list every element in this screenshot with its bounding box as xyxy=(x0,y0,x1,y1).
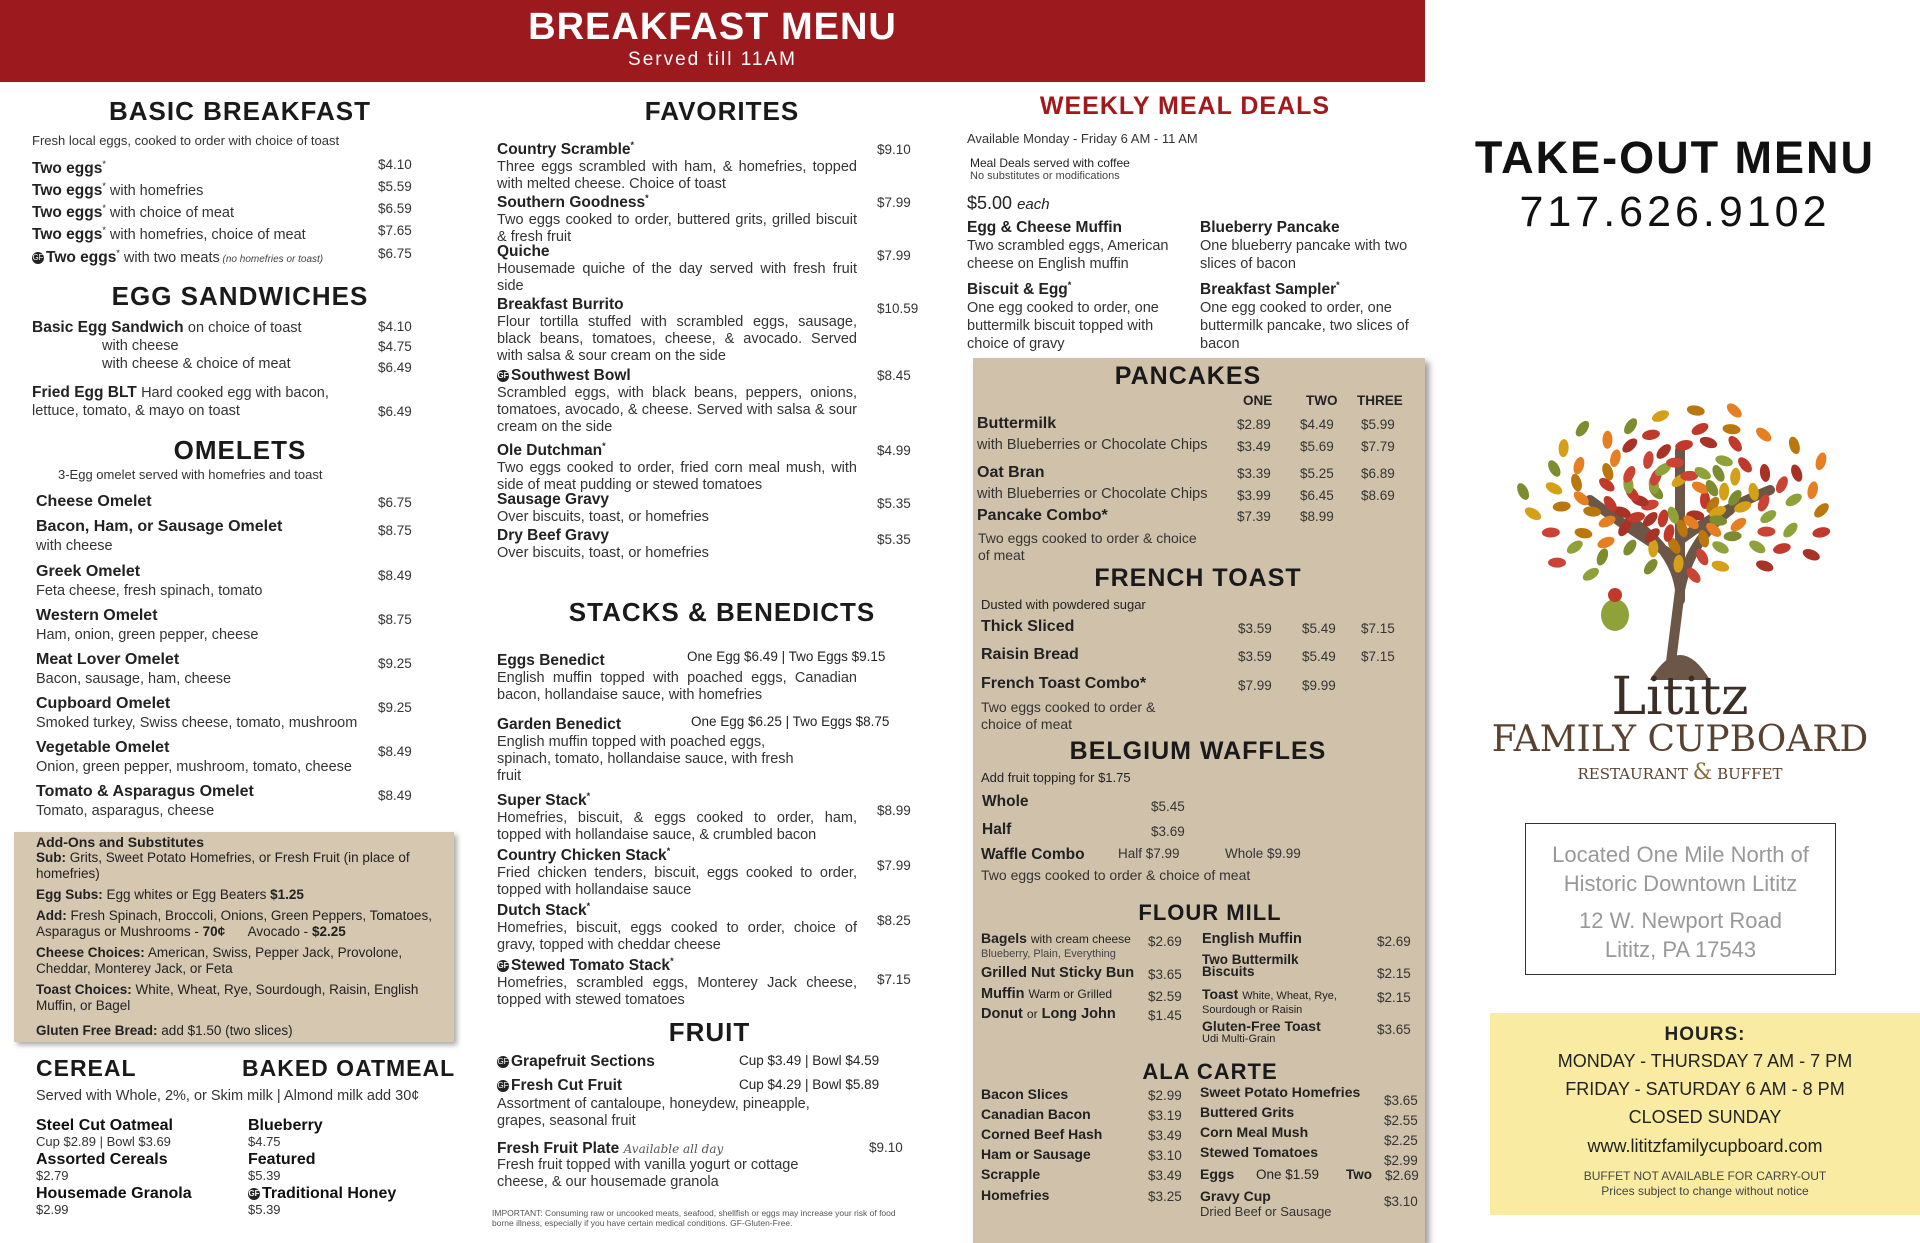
basic-breakfast-item: Two eggs* with homefries, choice of meat xyxy=(32,225,306,244)
price: $5.99 xyxy=(1361,417,1395,432)
price: $6.75 xyxy=(378,495,412,510)
price: $8.75 xyxy=(378,523,412,538)
price: $7.99 xyxy=(877,858,911,873)
leaf-icon xyxy=(1544,480,1565,497)
website-link[interactable]: www.lititzfamilycupboard.com xyxy=(1587,1136,1823,1156)
restaurant-logo xyxy=(1480,390,1880,790)
omelet-desc: Feta cheese, fresh spinach, tomato xyxy=(36,583,263,599)
leaf-icon xyxy=(1571,456,1586,476)
leaf-icon xyxy=(1690,421,1711,438)
ala-carte-title: ALA CARTE xyxy=(1142,1059,1278,1084)
col-two: TWO xyxy=(1306,393,1338,408)
favorite-item: GF Southwest Bowl Scrambled eggs, with black beans, peppers, onions, tomatoes, avocado, & cheese. Served with salsa & sour cream on the side xyxy=(497,367,857,435)
leaf-icon xyxy=(1754,425,1774,444)
price: $6.89 xyxy=(1361,466,1395,481)
eggs-benedict-price: One Egg $6.49 | Two Eggs $9.15 xyxy=(687,649,886,664)
leaf-icon xyxy=(1747,538,1768,556)
price: $2.69 xyxy=(1385,1168,1419,1183)
price: $3.69 xyxy=(1151,824,1185,839)
eggs-benedict: Eggs Benedict English muffin topped with poached eggs, Canadian bacon, hollandaise sauce, with homefries xyxy=(497,652,857,703)
leaf-icon xyxy=(1783,491,1804,509)
omelet-desc: Tomato, asparagus, cheese xyxy=(36,803,215,819)
address-street: 12 W. Newport Road xyxy=(1579,908,1782,933)
leaf-icon xyxy=(1801,547,1821,563)
baked-oatmeal-title: BAKED OATMEAL xyxy=(242,1055,456,1081)
leaf-icon xyxy=(1621,537,1640,557)
waffle-half: Half xyxy=(982,821,1012,838)
leaf-icon xyxy=(1641,428,1660,441)
leaf-icon xyxy=(1581,565,1602,583)
addons-toast: Toast Choices: White, Wheat, Rye, Sourdough, Raisin, English Muffin, or Bagel xyxy=(36,982,419,1013)
french-toast-row: Raisin Bread xyxy=(981,646,1079,663)
hours-box xyxy=(1490,1013,1920,1215)
omelets-title: OMELETS xyxy=(173,435,307,465)
favorite-item: Breakfast Burrito Flour tortilla stuffed with scrambled eggs, sausage, black beans, tomatoes, cheese, & avocado. Served with salsa & sour cream on the side xyxy=(497,296,857,364)
price: $8.99 xyxy=(877,803,911,818)
price: $6.45 xyxy=(1300,488,1334,503)
waffle-combo-desc: Two eggs cooked to order & choice of meat xyxy=(981,867,1251,883)
garden-benedict-price: One Egg $6.25 | Two Eggs $8.75 xyxy=(691,714,890,729)
blt-desc: lettuce, tomato, & mayo on toast xyxy=(32,403,240,419)
french-toast-row: French Toast Combo* xyxy=(981,675,1147,692)
stack-item: Super Stack* Homefries, biscuit, & eggs cooked to order, ham, topped with hollandaise sauce, & crumbled bacon xyxy=(497,791,857,844)
favorite-item: Country Scramble* Three eggs scrambled with ham, & homefries, topped with melted cheese. Choice of toast xyxy=(497,140,857,193)
leaf-icon xyxy=(1596,534,1616,550)
oatmeal-list xyxy=(248,1118,396,1218)
location-box xyxy=(1525,823,1836,975)
french-toast-note: Dusted with powdered sugar xyxy=(981,597,1146,612)
leaf-icon xyxy=(1650,408,1670,424)
price: $2.55 xyxy=(1384,1113,1418,1128)
col-one: ONE xyxy=(1243,393,1273,408)
carryout-note: BUFFET NOT AVAILABLE FOR CARRY-OUT xyxy=(1583,1169,1827,1183)
waffles-note: Add fruit topping for $1.75 xyxy=(981,770,1131,785)
ala-carte-item: Corned Beef Hash xyxy=(981,1126,1103,1142)
cereal-title: CEREAL xyxy=(36,1055,137,1081)
price: $9.99 xyxy=(1302,678,1336,693)
ala-eggs: Eggs xyxy=(1200,1166,1235,1182)
price: $3.49 xyxy=(1237,439,1271,454)
honey-price: $5.39 xyxy=(248,1202,281,1217)
price: $7.65 xyxy=(378,223,412,238)
pancake-row: Buttermilk xyxy=(977,415,1057,432)
leaf-icon xyxy=(1814,451,1829,471)
price: $3.25 xyxy=(1148,1189,1182,1204)
flour-mill-title: FLOUR MILL xyxy=(1138,900,1282,925)
addons-content xyxy=(36,834,436,1039)
flour-toast: Toast White, Wheat, Rye, Sourdough or Raisin xyxy=(1202,986,1337,1016)
menu-title: BREAKFAST MENU xyxy=(528,6,897,48)
leaf-icon xyxy=(1719,482,1730,500)
leaf-icon xyxy=(1812,500,1832,520)
deal-item: Biscuit & Egg* One egg cooked to order, one buttermilk biscuit topped with choice of gravy xyxy=(967,280,1159,353)
price: $9.10 xyxy=(877,142,911,157)
stack-item: GF Stewed Tomato Stack* Homefries, scrambled eggs, Monterey Jack cheese, topped with stewed tomatoes xyxy=(497,956,857,1009)
fresh-cut-fruit: GF Fresh Cut Fruit xyxy=(497,1077,623,1094)
menu-subtitle: Served till 11AM xyxy=(628,49,797,70)
omelet-desc: with cheese xyxy=(36,538,113,554)
flour-biscuits: Two Buttermilk Biscuits xyxy=(1202,952,1299,979)
favorite-item: Southern Goodness* Two eggs cooked to order, buttered grits, grilled biscuit & fresh fruit xyxy=(497,193,857,246)
fried-egg-blt: Fried Egg BLT Hard cooked egg with bacon, xyxy=(32,384,329,401)
leaf-icon xyxy=(1542,527,1560,538)
price: $8.25 xyxy=(877,913,911,928)
gluten-free-icon: GF xyxy=(497,1080,509,1090)
granola-price: $2.99 xyxy=(36,1202,69,1217)
oatmeal-traditional-honey: GF Traditional Honey xyxy=(248,1185,397,1202)
omelet-name: Tomato & Asparagus Omelet xyxy=(36,783,254,800)
flour-english-muffin: English Muffin xyxy=(1202,931,1302,947)
omelet-desc: Ham, onion, green pepper, cheese xyxy=(36,627,259,643)
leaf-icon xyxy=(1621,464,1638,485)
addons-gluten-free: Gluten Free Bread: add $1.50 (two slices) xyxy=(36,1023,293,1038)
price: $2.25 xyxy=(1384,1133,1418,1148)
price: $2.99 xyxy=(1148,1088,1182,1103)
leaf-icon xyxy=(1565,538,1585,557)
basic-breakfast-item: GF Two eggs* with two meats (no homefries or toast) xyxy=(32,248,324,267)
pancake-row: Pancake Combo* xyxy=(977,507,1108,524)
ala-carte-item: Homefries xyxy=(981,1187,1050,1203)
price: $9.25 xyxy=(378,700,412,715)
flour-muffin: Muffin Warm or Grilled xyxy=(981,986,1113,1002)
location-line2: Historic Downtown Lititz xyxy=(1563,871,1798,896)
price: $7.15 xyxy=(1361,649,1395,664)
leaf-icon xyxy=(1573,419,1592,439)
price: $3.65 xyxy=(1377,1022,1411,1037)
price-change-note: Prices subject to change without notice xyxy=(1601,1184,1809,1198)
ala-gravy: Gravy Cup Dried Beef or Sausage xyxy=(1200,1188,1332,1219)
ala-carte-item: Stewed Tomatoes xyxy=(1200,1144,1318,1160)
leaf-icon xyxy=(1558,439,1569,458)
omelet-name: Cheese Omelet xyxy=(36,493,152,510)
favorite-item: Dry Beef Gravy Over biscuits, toast, or homefries xyxy=(497,527,709,561)
ala-carte-item: Canadian Bacon xyxy=(981,1106,1091,1122)
address-city: Lititz, PA 17543 xyxy=(1604,937,1757,962)
price: $2.69 xyxy=(1148,934,1182,949)
price: $3.10 xyxy=(1384,1194,1418,1209)
waffle-combo-whole: Whole $9.99 xyxy=(1225,846,1301,861)
basic-egg-sandwich: Basic Egg Sandwich on choice of toast xyxy=(32,319,302,336)
gluten-free-icon: GF xyxy=(497,961,509,971)
ala-carte-item: Scrapple xyxy=(981,1166,1041,1182)
leaf-icon xyxy=(1729,467,1741,486)
price: $5.49 xyxy=(1302,649,1336,664)
leaf-icon xyxy=(1666,458,1684,468)
logo-family-cupboard: FAMILY CUPBOARD xyxy=(1491,719,1869,760)
basic-breakfast-title: BASIC BREAKFAST xyxy=(108,96,371,126)
weekly-availability: Available Monday - Friday 6 AM - 11 AM xyxy=(967,131,1198,146)
hours-title: HOURS: xyxy=(1664,1024,1746,1045)
omelet-name: Bacon, Ham, or Sausage Omelet xyxy=(36,518,283,535)
favorite-item: Sausage Gravy Over biscuits, toast, or homefries xyxy=(497,491,709,525)
price: $8.69 xyxy=(1361,488,1395,503)
leaf-icon xyxy=(1594,547,1610,567)
price: $3.65 xyxy=(1148,967,1182,982)
price: $2.59 xyxy=(1148,989,1182,1004)
leaf-icon xyxy=(1755,558,1775,573)
steel-cut-oatmeal: Steel Cut Oatmeal xyxy=(36,1117,173,1134)
waffle-combo-half: Half $7.99 xyxy=(1118,846,1180,861)
tree-icon xyxy=(1480,390,1880,690)
price: $3.59 xyxy=(1238,649,1272,664)
waffle-whole: Whole xyxy=(982,793,1029,810)
ala-eggs-two: Two xyxy=(1346,1167,1372,1182)
price: $7.99 xyxy=(877,248,911,263)
price: $2.15 xyxy=(1377,990,1411,1005)
ala-carte-item: Corn Meal Mush xyxy=(1200,1124,1309,1140)
price: $10.59 xyxy=(877,301,919,316)
col-three: THREE xyxy=(1357,393,1403,408)
omelet-name: Western Omelet xyxy=(36,607,158,624)
price: $5.69 xyxy=(1300,439,1334,454)
fresh-fruit-plate: Fresh Fruit Plate Available all day xyxy=(497,1140,724,1157)
phone-number: 717.626.9102 xyxy=(1519,188,1831,236)
basic-breakfast-item: Two eggs* with choice of meat xyxy=(32,203,234,222)
price: $5.35 xyxy=(877,532,911,547)
price: $3.49 xyxy=(1148,1168,1182,1183)
french-toast-title: FRENCH TOAST xyxy=(1094,564,1302,592)
ala-carte-item: Buttered Grits xyxy=(1200,1104,1295,1120)
pancake-row: with Blueberries or Chocolate Chips xyxy=(977,437,1208,453)
leaf-icon xyxy=(1621,416,1639,437)
leaf-icon xyxy=(1773,474,1790,495)
gluten-free-icon: GF xyxy=(497,370,509,380)
price: $8.49 xyxy=(378,568,412,583)
pancake-row: Oat Bran xyxy=(977,464,1045,481)
omelet-name: Meat Lover Omelet xyxy=(36,651,180,668)
omelet-desc: Smoked turkey, Swiss cheese, tomato, mushroom xyxy=(36,715,358,731)
price: $5.35 xyxy=(877,496,911,511)
fresh-fruit-plate-desc: Fresh fruit topped with vanilla yogurt or cottage cheese, & our housemade granola xyxy=(497,1157,799,1190)
price: $5.59 xyxy=(378,179,412,194)
basic-breakfast-item: Two eggs* xyxy=(32,159,106,178)
price: $3.49 xyxy=(1148,1128,1182,1143)
hours-sunday: CLOSED SUNDAY xyxy=(1628,1107,1782,1127)
addons-sub: Sub: Grits, Sweet Potato Homefries, or Fresh Fruit (in place of homefries) xyxy=(36,850,410,881)
price: $6.59 xyxy=(378,201,412,216)
price: $3.19 xyxy=(1148,1108,1182,1123)
favorite-item: Quiche Housemade quiche of the day served with fresh fruit side xyxy=(497,243,857,294)
omelet-name: Vegetable Omelet xyxy=(36,739,170,756)
takeout-title: TAKE-OUT MENU xyxy=(1474,132,1876,183)
basic-breakfast-note: Fresh local eggs, cooked to order with choice of toast xyxy=(32,133,340,148)
hours-weekday: MONDAY - THURSDAY 7 AM - 7 PM xyxy=(1557,1051,1853,1071)
leaf-icon xyxy=(1710,463,1727,484)
addons-cheese: Cheese Choices: American, Swiss, Pepper Jack, Provolone, Cheddar, Monterey Jack, or Feta xyxy=(36,945,403,976)
deal-item: Blueberry Pancake One blueberry pancake with two slices of bacon xyxy=(1200,219,1408,272)
addons-egg-subs: Egg Subs: Egg whites or Egg Beaters $1.25 xyxy=(36,887,304,902)
ala-carte-item: Sweet Potato Homefries xyxy=(1200,1084,1361,1100)
leaf-icon xyxy=(1789,463,1805,483)
flour-sticky-bun: Grilled Nut Sticky Bun xyxy=(981,965,1135,981)
egg-sandwich-cheese-meat: with cheese & choice of meat xyxy=(102,356,291,372)
ft-combo-desc: Two eggs cooked to order & choice of meat xyxy=(981,699,1156,732)
leaf-icon xyxy=(1602,431,1612,449)
price: $3.10 xyxy=(1148,1148,1182,1163)
flour-donut: Donut or Long John xyxy=(981,1006,1116,1022)
important-notice: IMPORTANT: Consuming raw or uncooked meats, seafood, shellfish or eggs may increase your risk of food borne illness, especially if you have certain medical conditions. GF-Gluten-Free. xyxy=(492,1208,896,1228)
leaf-icon xyxy=(1787,435,1802,455)
omelet-desc: Bacon, sausage, ham, cheese xyxy=(36,671,232,687)
price: $5.25 xyxy=(1300,466,1334,481)
price: $7.15 xyxy=(1361,621,1395,636)
logo-restaurant-buffet: RESTAURANT & BUFFET xyxy=(1577,760,1783,785)
egg-sandwiches-title: EGG SANDWICHES xyxy=(111,281,369,311)
ala-eggs-one: One $1.59 xyxy=(1256,1167,1320,1182)
deal-item: Egg & Cheese Muffin Two scrambled eggs, American cheese on English muffin xyxy=(967,219,1169,272)
price: $4.49 xyxy=(1300,417,1334,432)
addons-title: Add-Ons and Substitutes xyxy=(36,834,204,850)
leaf-icon xyxy=(1523,505,1544,523)
leaf-icon xyxy=(1710,559,1730,574)
price: $4.10 xyxy=(378,157,412,172)
leaf-icon xyxy=(1686,404,1705,417)
price: $6.75 xyxy=(378,246,412,261)
price: $2.89 xyxy=(1237,417,1271,432)
leaf-icon xyxy=(1757,526,1775,536)
leaf-icon xyxy=(1608,448,1622,468)
ala-carte-item: Bacon Slices xyxy=(981,1086,1069,1102)
price: $4.99 xyxy=(877,443,911,458)
leaf-icon xyxy=(1642,450,1655,470)
weekly-deals-title: WEEKLY MEAL DEALS xyxy=(1039,92,1331,120)
leaf-icon xyxy=(1759,463,1771,482)
gluten-free-icon: GF xyxy=(248,1188,260,1198)
price: $3.65 xyxy=(1384,1093,1418,1108)
favorites-title: FAVORITES xyxy=(644,96,800,126)
pancakes-title: PANCAKES xyxy=(1114,362,1262,390)
flour-bagels: Bagels with cream cheese Blueberry, Plain, Everything xyxy=(981,930,1131,960)
assorted-cereals-price: $2.79 xyxy=(36,1168,69,1183)
egg-sandwich-with-cheese: with cheese xyxy=(102,338,179,354)
leaf-icon xyxy=(1806,480,1820,500)
grapefruit-sections: GF Grapefruit Sections xyxy=(497,1053,655,1070)
leaf-icon xyxy=(1641,557,1660,577)
leaf-icon xyxy=(1574,527,1594,540)
price: $7.15 xyxy=(877,972,911,987)
oatmeal-featured: Featured xyxy=(248,1151,316,1168)
french-toast-row: Thick Sliced xyxy=(981,618,1075,635)
leaf-icon xyxy=(1781,520,1801,540)
stacks-title: STACKS & BENEDICTS xyxy=(568,597,876,627)
leaf-icon xyxy=(1552,501,1571,513)
grapefruit-price: Cup $3.49 | Bowl $4.59 xyxy=(739,1053,880,1068)
stack-item: Country Chicken Stack* Fried chicken tenders, biscuit, eggs cooked to order, topped with hollandaise sauce xyxy=(497,846,857,899)
price: $7.79 xyxy=(1361,439,1395,454)
fresh-cut-price: Cup $4.29 | Bowl $5.89 xyxy=(739,1077,880,1092)
leaf-icon xyxy=(1812,526,1832,539)
price: $9.25 xyxy=(378,656,412,671)
waffle-combo: Waffle Combo xyxy=(981,846,1085,863)
leaf-icon xyxy=(1726,434,1745,454)
price: $6.49 xyxy=(378,360,412,375)
fresh-cut-desc: Assortment of cantaloupe, honeydew, pineapple, grapes, seasonal fruit xyxy=(497,1096,810,1129)
price: $4.75 xyxy=(378,339,412,354)
gluten-free-icon: GF xyxy=(32,253,44,263)
featured-price: $5.39 xyxy=(248,1168,281,1183)
price: $2.69 xyxy=(1377,934,1411,949)
menu-header xyxy=(0,0,1425,82)
leaf-icon xyxy=(1515,481,1532,502)
omelet-name: Cupboard Omelet xyxy=(36,695,171,712)
price: $8.45 xyxy=(877,368,911,383)
price: $6.49 xyxy=(378,404,412,419)
price: $8.99 xyxy=(1300,509,1334,524)
weekly-price: $5.00 each xyxy=(967,193,1050,213)
price: $7.99 xyxy=(1238,678,1272,693)
price: $2.15 xyxy=(1377,966,1411,981)
deal-item: Breakfast Sampler* One egg cooked to order, one buttermilk pancake, two slices of bacon xyxy=(1200,280,1409,353)
pancake-row: with Blueberries or Chocolate Chips xyxy=(977,486,1208,502)
logo-name: Lititz xyxy=(1611,667,1749,727)
blueberry-price: $4.75 xyxy=(248,1134,281,1149)
fruit-title: FRUIT xyxy=(668,1017,751,1047)
pancake-combo-desc: Two eggs cooked to order & choice of meat xyxy=(978,530,1197,563)
leaf-icon xyxy=(1772,541,1792,555)
chicken-icon xyxy=(1601,599,1629,631)
price: $4.10 xyxy=(378,319,412,334)
omelet-name: Greek Omelet xyxy=(36,563,141,580)
price: $2.99 xyxy=(1384,1153,1418,1168)
leaf-icon xyxy=(1724,401,1744,421)
hours-weekend: FRIDAY - SATURDAY 6 AM - 8 PM xyxy=(1565,1079,1845,1099)
omelet-desc: Onion, green pepper, mushroom, tomato, cheese xyxy=(36,759,352,775)
omelets-note: 3-Egg omelet served with homefries and toast xyxy=(58,467,323,482)
leaf-icon xyxy=(1698,435,1718,451)
price: $8.49 xyxy=(378,788,412,803)
assorted-cereals: Assorted Cereals xyxy=(36,1151,168,1168)
price: $5.45 xyxy=(1151,799,1185,814)
stack-item: Dutch Stack* Homefries, biscuit, eggs cooked to order, choice of gravy, topped with cheddar cheese xyxy=(497,901,857,954)
addons-add: Add: Fresh Spinach, Broccoli, Onions, Green Peppers, Tomatoes, Asparagus or Mushrooms - 70¢ Avocado - $2.25 xyxy=(36,908,432,939)
garden-benedict: Garden Benedict English muffin topped with poached eggs, spinach, tomato, hollandaise sauce, with fresh fruit xyxy=(497,716,794,784)
cereal-list xyxy=(36,1118,192,1218)
weekly-coffee-note: Meal Deals served with coffee No substitutes or modifications xyxy=(970,156,1130,182)
leaf-icon xyxy=(1710,539,1731,556)
leaf-icon xyxy=(1728,515,1748,534)
price: $5.49 xyxy=(1302,621,1336,636)
price: $7.99 xyxy=(877,195,911,210)
location-line1: Located One Mile North of xyxy=(1552,842,1809,867)
leaf-icon xyxy=(1722,423,1741,435)
cereal-note: Served with Whole, 2%, or Skim milk | Almond milk add 30¢ xyxy=(36,1088,420,1104)
price: $8.49 xyxy=(378,744,412,759)
price: $3.39 xyxy=(1237,466,1271,481)
gluten-free-icon: GF xyxy=(497,1056,509,1066)
ala-carte-item: Ham or Sausage xyxy=(981,1146,1091,1162)
favorite-item: Ole Dutchman* Two eggs cooked to order, fried corn meal mush, with side of meat pudding or stewed tomatoes xyxy=(497,441,857,494)
leaf-icon xyxy=(1546,458,1563,479)
oatmeal-blueberry: Blueberry xyxy=(248,1117,323,1134)
steel-cut-price: Cup $2.89 | Bowl $3.69 xyxy=(36,1134,171,1149)
fresh-fruit-plate-price: $9.10 xyxy=(869,1140,903,1155)
price: $3.59 xyxy=(1238,621,1272,636)
leaf-icon xyxy=(1548,557,1566,567)
waffles-title: BELGIUM WAFFLES xyxy=(1069,737,1327,765)
price: $7.39 xyxy=(1237,509,1271,524)
price: $3.99 xyxy=(1237,488,1271,503)
price: $8.75 xyxy=(378,612,412,627)
leaf-icon xyxy=(1620,436,1640,456)
flour-gf-toast: Gluten-Free Toast Udi Multi-Grain xyxy=(1202,1018,1321,1045)
price: $1.45 xyxy=(1148,1008,1182,1023)
basic-breakfast-item: Two eggs* with homefries xyxy=(32,181,204,200)
leaf-icon xyxy=(1723,531,1742,542)
leaf-icon xyxy=(1569,473,1584,493)
housemade-granola: Housemade Granola xyxy=(36,1185,192,1202)
